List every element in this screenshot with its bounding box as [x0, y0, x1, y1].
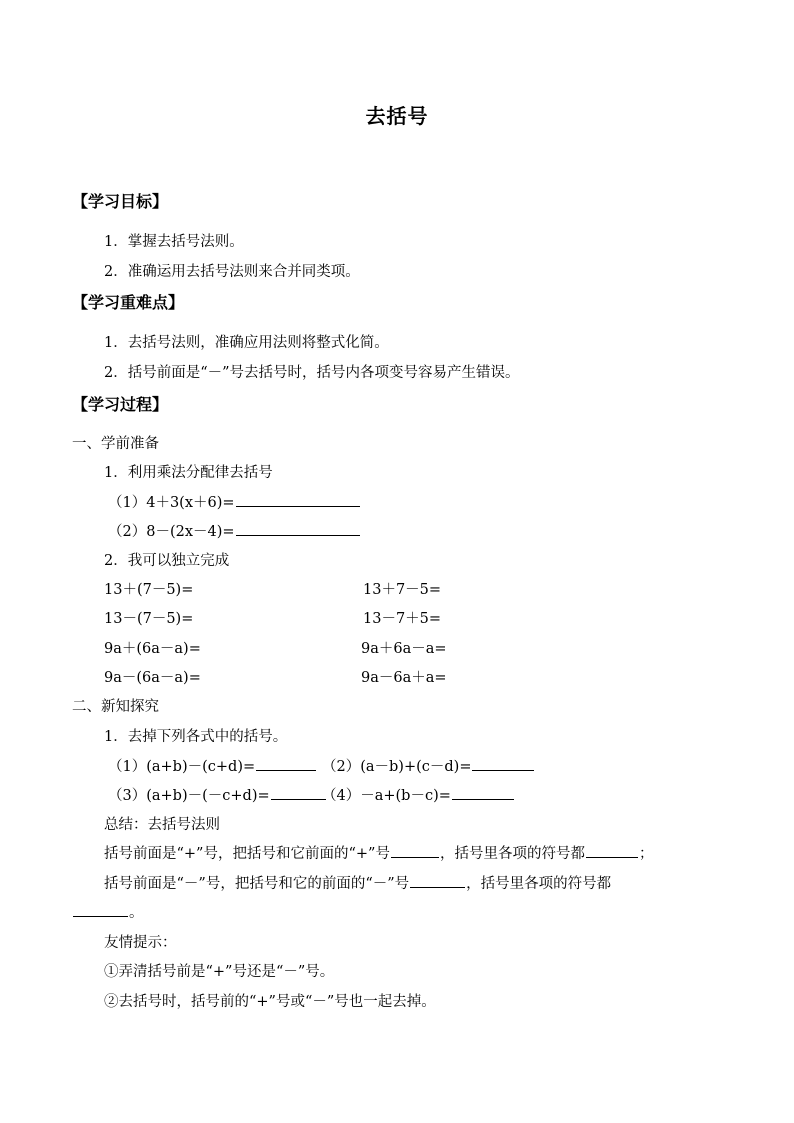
answer-blank[interactable]	[73, 915, 128, 917]
section-heading-process: 【学习过程】	[72, 395, 169, 414]
pair-left-2: 13－(7－5)=	[104, 611, 194, 627]
rule-text: 括号前面是“－”号，把括号和它的前面的“－”号	[104, 876, 410, 892]
part1-heading: 一、学前准备	[72, 436, 159, 452]
part2-exercise-3	[108, 789, 327, 804]
part2-heading: 二、新知探究	[72, 699, 159, 715]
part2-exercise-1	[108, 760, 317, 775]
page-title: 去括号	[365, 104, 429, 128]
tip-item-1: ①弄清括号前是“+”号还是“－”号。	[104, 964, 335, 980]
pair-left-1: 13＋(7－5)=	[104, 582, 194, 598]
rule-text: ；	[638, 846, 654, 862]
exercise-text: （3）(a+b)－(－c+d)=	[108, 788, 270, 804]
pair-right-1: 13＋7－5=	[363, 582, 442, 598]
answer-blank[interactable]	[452, 798, 514, 800]
tip-item-2: ②去括号时，括号前的“+”号或“－”号也一起去掉。	[104, 994, 436, 1010]
answer-blank[interactable]	[391, 856, 439, 858]
rule-plus	[104, 847, 653, 862]
pair-right-3: 9a＋6a－a=	[361, 641, 447, 657]
pair-right-2: 13－7＋5=	[363, 611, 442, 627]
pair-right-4: 9a－6a＋a=	[361, 670, 447, 686]
answer-blank[interactable]	[410, 886, 465, 888]
difficulty-item-2: 2．括号前面是“－”号去括号时，括号内各项变号容易产生错误。	[104, 365, 520, 381]
summary-label: 总结：去括号法则	[104, 817, 220, 833]
section-heading-goals: 【学习目标】	[72, 192, 169, 211]
rule-text: ，括号里各项的符号都	[439, 846, 585, 862]
section-heading-difficulties: 【学习重难点】	[72, 293, 185, 312]
rule-minus	[104, 877, 611, 892]
exercise-text: （4）－a+(b－c)=	[322, 788, 451, 804]
answer-blank[interactable]	[472, 769, 534, 771]
part1-exercise-1b	[108, 525, 361, 540]
goal-item-1: 1．掌握去括号法则。	[104, 234, 244, 250]
rule-minus-continued	[72, 906, 144, 921]
answer-blank[interactable]	[271, 798, 326, 800]
answer-blank[interactable]	[256, 769, 316, 771]
answer-blank[interactable]	[586, 856, 638, 858]
rule-text: 括号前面是“+”号，把括号和它前面的“+”号	[104, 846, 390, 862]
part2-question-1: 1．去掉下列各式中的括号。	[104, 729, 288, 745]
difficulty-item-1: 1．去括号法则，准确应用法则将整式化简。	[104, 335, 389, 351]
part1-exercise-1a	[108, 496, 361, 511]
rule-text: 。	[129, 905, 144, 921]
tip-label: 友情提示：	[104, 935, 177, 951]
part2-exercise-4	[322, 789, 515, 804]
goal-item-2: 2．准确运用去括号法则来合并同类项。	[104, 264, 360, 280]
exercise-text: （2）(a－b)+(c－d)=	[322, 759, 472, 775]
rule-text: ，括号里各项的符号都	[466, 876, 612, 892]
part2-exercise-2	[322, 760, 535, 775]
answer-blank[interactable]	[236, 534, 360, 536]
pair-left-3: 9a＋(6a－a)=	[104, 641, 201, 657]
exercise-text: （2）8－(2x－4)=	[108, 524, 235, 540]
exercise-text: （1）4＋3(x＋6)=	[108, 495, 235, 511]
part1-question-2: 2．我可以独立完成	[104, 553, 230, 569]
answer-blank[interactable]	[236, 505, 360, 507]
exercise-text: （1）(a+b)－(c+d)=	[108, 759, 256, 775]
pair-left-4: 9a－(6a－a)=	[104, 670, 201, 686]
part1-question-1: 1．利用乘法分配律去括号	[104, 465, 273, 481]
